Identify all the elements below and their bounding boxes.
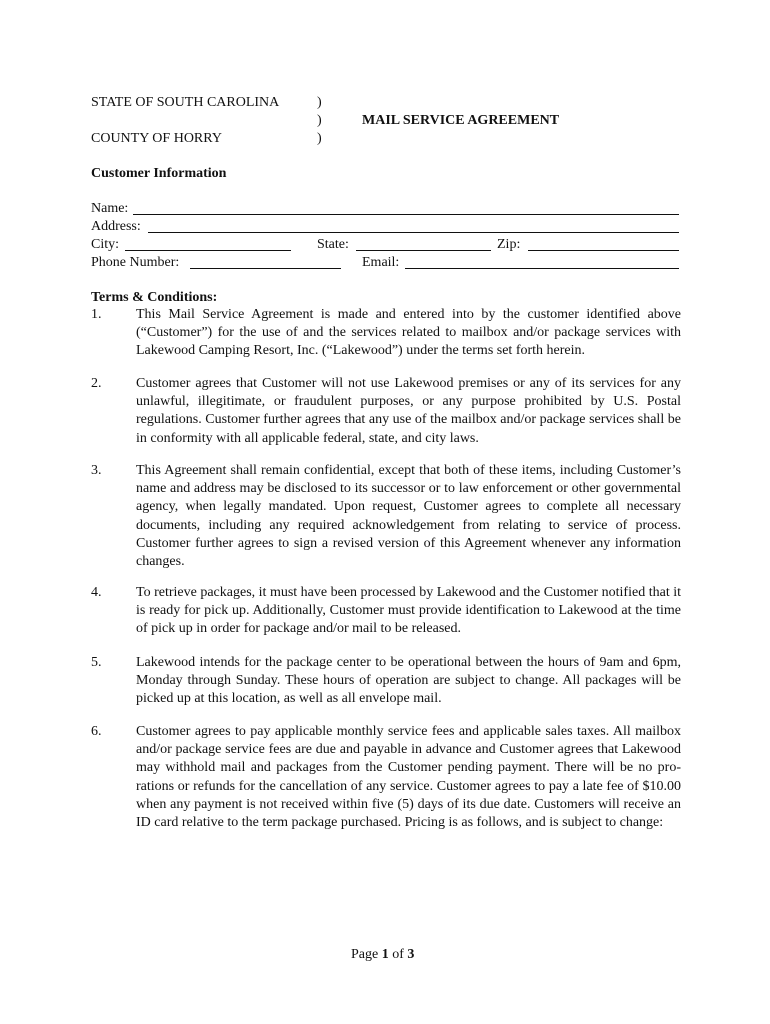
term-number: 3. (91, 463, 102, 478)
term-text: To retrieve packages, it must have been processed by Lakewood and the Customer notified that it is ready for pick up. Additionally, Customer must provide identification to Lakewood at the time of pick up in order for package and/or mail to be released. (136, 585, 681, 637)
address-label: Address: (91, 219, 141, 234)
email-label: Email: (362, 255, 400, 270)
page-total: 3 (407, 947, 415, 962)
term-text: Customer agrees that Customer will not use Lakewood premises or any of its services for any unlawful, illegitimate, or fraudulent purposes, or any purpose prohibited by U.S. Postal regulations. Customer further agrees that any use of the mailbox and/or package services shall be in conformity with all applicable federal, state, and city laws. (136, 376, 681, 446)
term-number: 5. (91, 655, 102, 670)
page-footer (351, 946, 414, 964)
terms-heading: Terms & Conditions: (91, 290, 218, 305)
phone-field[interactable] (190, 268, 341, 269)
bracket-paren: ) (317, 113, 322, 128)
bracket-paren: ) (317, 95, 322, 110)
page-word: Page (351, 947, 379, 962)
zip-field[interactable] (528, 250, 679, 251)
city-field[interactable] (125, 250, 291, 251)
term-number: 1. (91, 307, 102, 322)
email-field[interactable] (405, 268, 679, 269)
city-label: City: (91, 237, 120, 252)
term-number: 2. (91, 376, 102, 391)
zip-label: Zip: (497, 237, 521, 252)
term-number: 4. (91, 585, 102, 600)
address-field[interactable] (148, 232, 679, 233)
customer-info-heading: Customer Information (91, 166, 227, 181)
document-title: MAIL SERVICE AGREEMENT (362, 113, 560, 128)
name-field[interactable] (133, 214, 679, 215)
phone-label: Phone Number: (91, 255, 180, 270)
term-text: This Mail Service Agreement is made and entered into by the customer identified above (“Customer”) for the use of and the services related to mailbox and/or package services with Lakewood Camping Resort, Inc. (“Lakewood”) under the terms set forth herein. (136, 307, 681, 359)
term-text: This Agreement shall remain confidential, except that both of these items, including Customer’s name and address may be disclosed to its successor or to law enforcement or other governmental agency, when legally mandated. Upon request, Customer agrees to complete all necessary documents, including any required acknowledgement from relating to service of process. Customer further agrees to sign a revised version of this Agreement whenever any information changes. (136, 463, 681, 570)
term-text: Lakewood intends for the package center to be operational between the hours of 9am and 6pm, Monday through Sunday. These hours of operation are subject to change. All packages will be picked up at this location, as well as all envelope mail. (136, 655, 681, 707)
state-heading: STATE OF SOUTH CAROLINA (91, 95, 280, 110)
bracket-paren: ) (317, 131, 322, 146)
state-label: State: (317, 237, 349, 252)
state-field[interactable] (356, 250, 491, 251)
term-number: 6. (91, 724, 102, 739)
page-number: 1 (381, 947, 389, 962)
term-text: Customer agrees to pay applicable monthly service fees and applicable sales taxes. All mailbox and/or package service fees are due and payable in advance and Customer agrees that Lakewood may withhold mail and packages from the Customer pending payment. There will be no pro-rations or refunds for the cancellation of any service. Customer agrees to pay a late fee of $10.00 when any payment is not received within five (5) days of its due date. Customers will receive an ID card relative to the term package purchased. Pricing is as follows, and is subject to change: (136, 724, 681, 831)
county-heading: COUNTY OF HORRY (91, 131, 222, 146)
name-label: Name: (91, 201, 129, 216)
of-word: of (392, 947, 404, 962)
